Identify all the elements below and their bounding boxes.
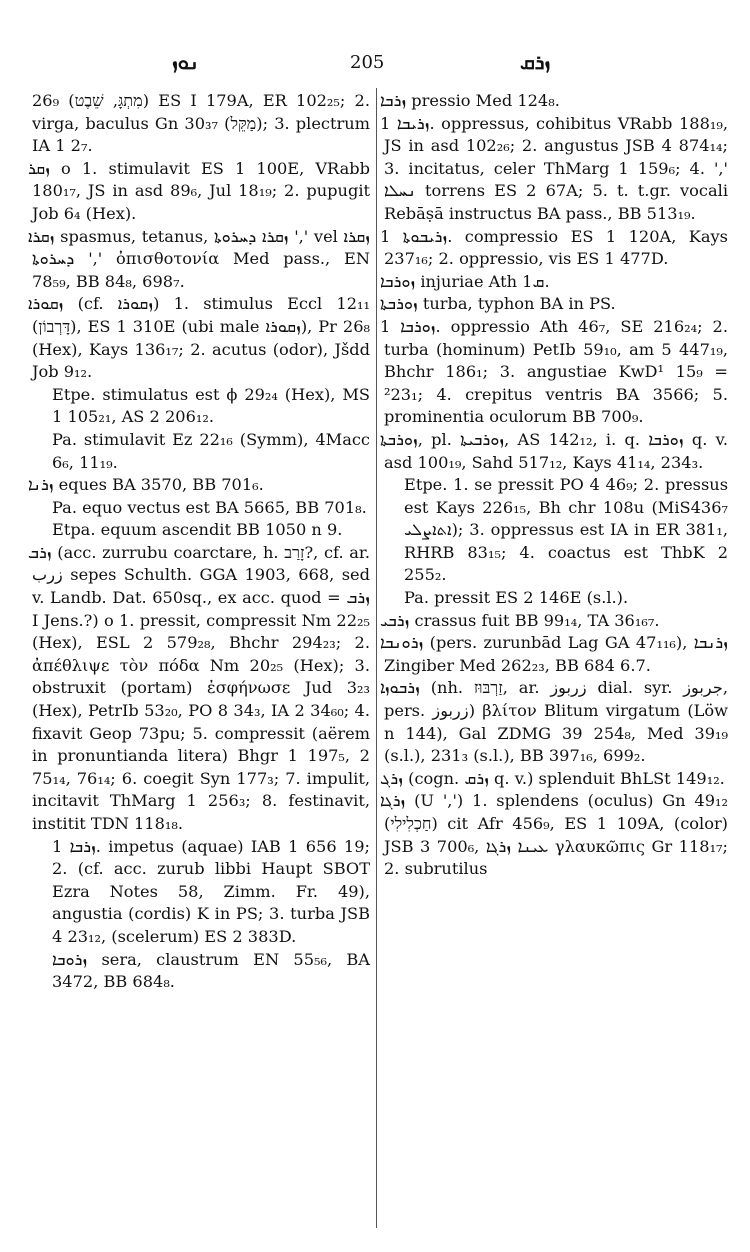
dictionary-entry: 26₉ (מִתְגָּ, שֵׁבֶט) ES I 179A, ER 102₂₅; 2. virga, baculus Gn 30₃₇ (מַקֵּל); 3. plectrum IA 1 2₇. <box>32 91 371 156</box>
dictionary-entry: ܙܘܪܒܬܐ turba, typhon BA in PS. <box>380 294 616 314</box>
dictionary-entry: ܙܪܒܘܙܐ (nh. זַרְבּוּז, ar. زربوز dial. syr. جربوز, pers. زربوز) βλίτον Blitum virgatum (Löw n 144), Gal ZDMG 39 254₈, Med 39₁₉ (s.l.), 231₃ (s.l.), BB 397₁₆, 699₂. <box>380 678 728 766</box>
dictionary-subentry: Etpe. stimulatus est ϕ 29₂₄ (Hex), MS 1 105₂₁, AS 2 206₁₂. <box>52 384 370 427</box>
dictionary-entry: ܙܪܢܐ eques BA 3570, BB 701₆. <box>28 475 264 495</box>
page-header <box>0 50 750 80</box>
dictionary-entry: ܙܪܝܒܘܬܐ 1. compressio ES 1 120A, Kays 237₁₆; 2. oppressio, vis ES 1 477D. <box>380 226 728 269</box>
dictionary-entry: ܙܪܒ (acc. zurrubu coarctare, h. זָרַב?, cf. ar. زرب sepes Schulth. GGA 1903, 668, sed v. Landb. Dat. 650sq., ex acc. quod = ܙܪܒ I Jens.?) o 1. pressit, compressit Nm 22₂₅ (Hex), ESL 2 579₂₈, Bhchr 294₂₃; 2. ἀπέθλιψε τὸν πόδα Nm 20₂₅ (Hex); 3. obstruxit (portam) ἐσφήνωσε Jud 3₂₃ (Hex), PetrIb 53₂₀, PO 8 34₃, IA 2 34₆₀; 4. fixavit Geop 73pu; 5. compressit (aërem in pronuntianda litera) Bhgr 1 197₅, 2 75₁₄, 76₁₄; 6. coegit Syn 177₃; 7. impulit, incitavit ThMarg 1 256₃; 8. festinavit, institit TDN 118₁₈. <box>28 542 370 833</box>
dictionary-entry: ܙܪܒܐ pressio Med 124₈. <box>380 91 560 110</box>
dictionary-subentry: ܙܪܒܐ 1. impetus (aquae) IAB 1 656 19; 2. (cf. acc. zurub libbi Haupt SBOT Ezra Notes 58, Zimm. Fr. 49), angustia (cordis) K in PS; 3. turba JSB 4 23₁₂, (scelerum) ES 2 383D. <box>52 836 370 946</box>
dictionary-entry: ܙܪܓ (cogn. ܙܪܩ q. v.) splenduit BhLSt 149₁₂. <box>380 768 725 788</box>
column-divider <box>376 88 377 1228</box>
dictionary-entry: ܙܪܒܝ crassus fuit BB 99₁₄, TA 36₁₆₇. <box>380 610 660 630</box>
left-running-headword: ܢܘܙ <box>172 50 199 74</box>
page-number: 205 <box>350 52 385 73</box>
dictionary-subentry: Pa. equo vectus est BA 5665, BB 701₈. <box>52 497 367 517</box>
dictionary-entry: ܙܩܪ o 1. stimulavit ES 1 100E, VRabb 180₁₇, JS in asd 89₆, Jul 18₁₉; 2. pupugit Job 6₄ (Hex). <box>28 158 370 223</box>
dictionary-entry: ܙܩܘܪܐ (cf. ܙܩܘܪܐ) 1. stimulus Eccl 12₁₁ (דָּרְבוֹן), ES 1 310E (ubi male ܙܩܘܪܐ), Pr 26₈ (Hex), Kays 136₁₇; 2. acutus (odor), Jšdd Job 9₁₂. <box>28 294 370 382</box>
dictionary-entry: ܙܪܓܐ (U ',') 1. splendens (oculus) Gn 49₁₂ (חַכְלִילִי) cit Afr 456₉, ES 1 109A, (color) JSB 3 700₆, ܥܝܢܐ ܙܪܓܐ γλαυκῶπις Gr 118₁₇; 2. subrutilus <box>380 791 728 879</box>
dictionary-subentry: Pa. stimulavit Ez 22₁₆ (Symm), 4Macc 6₆, 11₁₉. <box>52 429 370 472</box>
dictionary-entry: ܙܩܪܐ spasmus, tetanus, ܙܩܪܐ ܕܚܪܘܬܐ ',' vel ܙܩܪܐ ܕܚܪܘܬܐ ',' ὀπισθοτονία Med pass., EN 78₅₉, BB 84₈, 698₇. <box>28 226 370 291</box>
dictionary-entry: ܙܪܘܢܒܐ (pers. zurunbād Lag GA 47₁₁₆), ܙܪܢܒܐ Zingiber Med 262₂₃, BB 684 6.7. <box>380 633 728 675</box>
right-running-headword: ܙܪܩ <box>520 50 551 74</box>
dictionary-entry: ܙܪܝܒܐ 1. oppressus, cohibitus VRabb 188₁₉, JS in asd 102₂₆; 2. angustus JSB 4 874₁₄; 3. incitatus, celer ThMarg 1 159₆; 4. ',' ܢܚܠܐ torrens ES 2 67A; 5. t. t.gr. vocali Rebāṣā instructus BA pass., BB 513₁₉. <box>380 113 728 223</box>
left-column <box>28 90 371 994</box>
right-column <box>380 90 729 881</box>
dictionary-entry: ܙܘܪܒܬܐ, pl. ܙܘܪܒܝܬܐ, AS 142₁₂, i. q. ܙܘܪܒܐ q. v. asd 100₁₉, Sahd 517₁₂, Kays 41₁₄, 234₃. <box>380 429 728 472</box>
dictionary-entry: ܙܘܪܒܐ 1. oppressio Ath 46₇, SE 216₂₄; 2. turba (hominum) PetIb 59₁₀, am 5 447₁₉, Bhchr 186₁; 3. angustiae KwD¹ 15₉ = ²23₁; 4. crepitus ventris BA 3566; 5. prominentia oculorum BB 700₉. <box>380 316 729 427</box>
dictionary-subentry: Etpa. equum ascendit BB 1050 n 9. <box>52 520 343 540</box>
dictionary-subentry: Etpe. 1. se pressit PO 4 46₉; 2. pressus est Kays 226₁₅, Bh chr 108u (MiS436₇ ܐܬܐܨܠܝ); 3. oppressus est IA in ER 381₁, RHRB 83₁₅; 4. coactus est ThbK 2 255₂. <box>404 475 728 585</box>
dictionary-subentry: ܙܪܘܒܐ sera, claustrum EN 55₅₆, BA 3472, BB 684₈. <box>52 949 370 992</box>
dictionary-subentry: Pa. pressit ES 2 146E (s.l.). <box>404 588 629 608</box>
dictionary-entry: ܙܘܪܒܐ injuriae Ath ܩ1. <box>380 271 550 291</box>
